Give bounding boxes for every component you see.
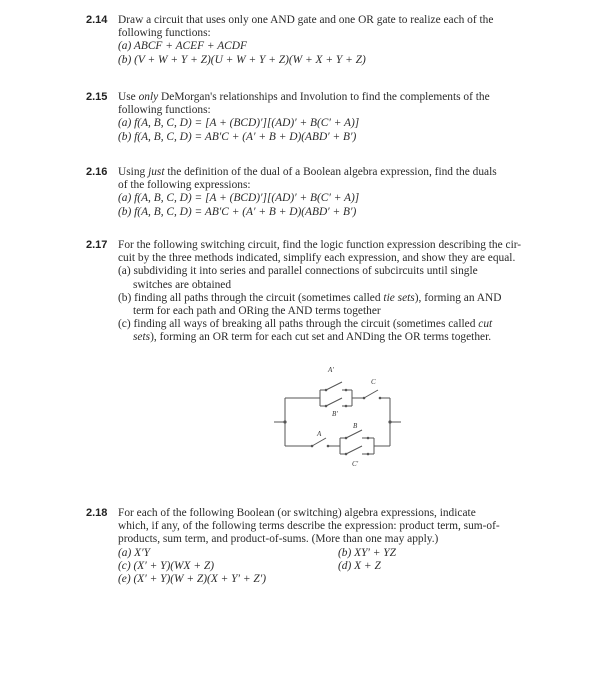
problem-text: For each of the following Boolean (or switching) algebra expressions, indicate	[118, 507, 476, 519]
switch-c-prime	[346, 446, 362, 454]
problem-text: cuit by the three methods indicated, simplify each expression, and show they are equal.	[118, 252, 516, 265]
item-e: (e) (X′ + Y)(W + Z)(X + Y′ + Z′)	[118, 573, 266, 586]
problem-text: following functions:	[118, 104, 211, 117]
label-c-prime: C′	[352, 460, 359, 468]
item-c: (c) (X′ + Y)(WX + Z)	[118, 559, 214, 572]
item-b: (b) f(A, B, C, D) = AB′C + (A′ + B + D)(ABD′ + B′)	[118, 205, 357, 218]
label-a-prime: A′	[328, 366, 334, 374]
item-c-cont: sets), forming an OR term for each cut set and ANDing the OR terms together.	[133, 331, 492, 344]
label-b: B	[353, 422, 358, 430]
problem-text: Draw a circuit that uses only one AND gate and one OR gate to realize each of the	[118, 14, 494, 26]
problem-text: For the following switching circuit, find the logic function expression describing the cir-	[118, 239, 522, 251]
problem-2-15	[86, 91, 566, 144]
items-row	[118, 560, 566, 573]
item-b: (b) XY′ + YZ	[338, 546, 396, 559]
item-a: (a) f(A, B, C, D) = [A + (BCD)′][(AD)′ + B(C′ + A)]	[118, 192, 360, 205]
item-b: (b) f(A, B, C, D) = AB′C + (A′ + B + D)(ABD′ + B′)	[118, 130, 357, 143]
label-c: C	[371, 378, 376, 386]
problem-2-14	[86, 14, 566, 67]
item-d: (d) X + Z	[338, 559, 381, 572]
problem-text: Use only DeMorgan's relationships and Involution to find the complements of the	[118, 91, 490, 103]
item-c: (c) finding all ways of breaking all paths through the circuit (sometimes called cut	[118, 318, 493, 331]
items-row	[118, 547, 566, 560]
item-b: (b) finding all paths through the circuit (sometimes called tie sets), forming an AND	[118, 291, 502, 304]
problem-text: products, sum term, and product-of-sums. (More than one may apply.)	[118, 533, 439, 546]
item-b: (b) (V + W + Y + Z)(U + W + Y + Z)(W + X + Y + Z)	[118, 53, 366, 66]
problem-text: which, if any, of the following terms describe the expression: product term, sum-of-	[118, 520, 500, 533]
label-b-prime: B′	[332, 410, 338, 418]
switching-circuit-diagram	[268, 360, 408, 470]
switch-a-prime	[326, 382, 342, 390]
label-a: A	[317, 430, 322, 438]
problem-number: 2.14	[86, 14, 108, 26]
item-a: (a) ABCF + ACEF + ACDF	[118, 40, 247, 53]
problem-text: following functions:	[118, 27, 211, 40]
switch-a	[312, 438, 326, 446]
problem-2-17	[86, 239, 566, 345]
problem-2-18	[86, 507, 566, 586]
switch-c	[364, 390, 378, 398]
problem-number: 2.17	[86, 239, 108, 251]
problem-text: of the following expressions:	[118, 179, 251, 192]
switch-b	[346, 430, 362, 438]
problem-text: Using just the definition of the dual of a Boolean algebra expression, find the duals	[118, 166, 497, 178]
problem-2-16	[86, 166, 566, 219]
item-a-cont: switches are obtained	[133, 278, 232, 291]
problem-number: 2.18	[86, 507, 108, 519]
item-a: (a) subdividing it into series and parallel connections of subcircuits until single	[118, 265, 478, 278]
item-a: (a) X′Y	[118, 546, 150, 559]
problem-number: 2.16	[86, 166, 108, 178]
switch-b-prime	[326, 398, 342, 406]
item-a: (a) f(A, B, C, D) = [A + (BCD)′][(AD)′ + B(C′ + A)]	[118, 117, 360, 130]
item-b-cont: term for each path and ORing the AND terms together	[133, 305, 381, 318]
problem-number: 2.15	[86, 91, 108, 103]
